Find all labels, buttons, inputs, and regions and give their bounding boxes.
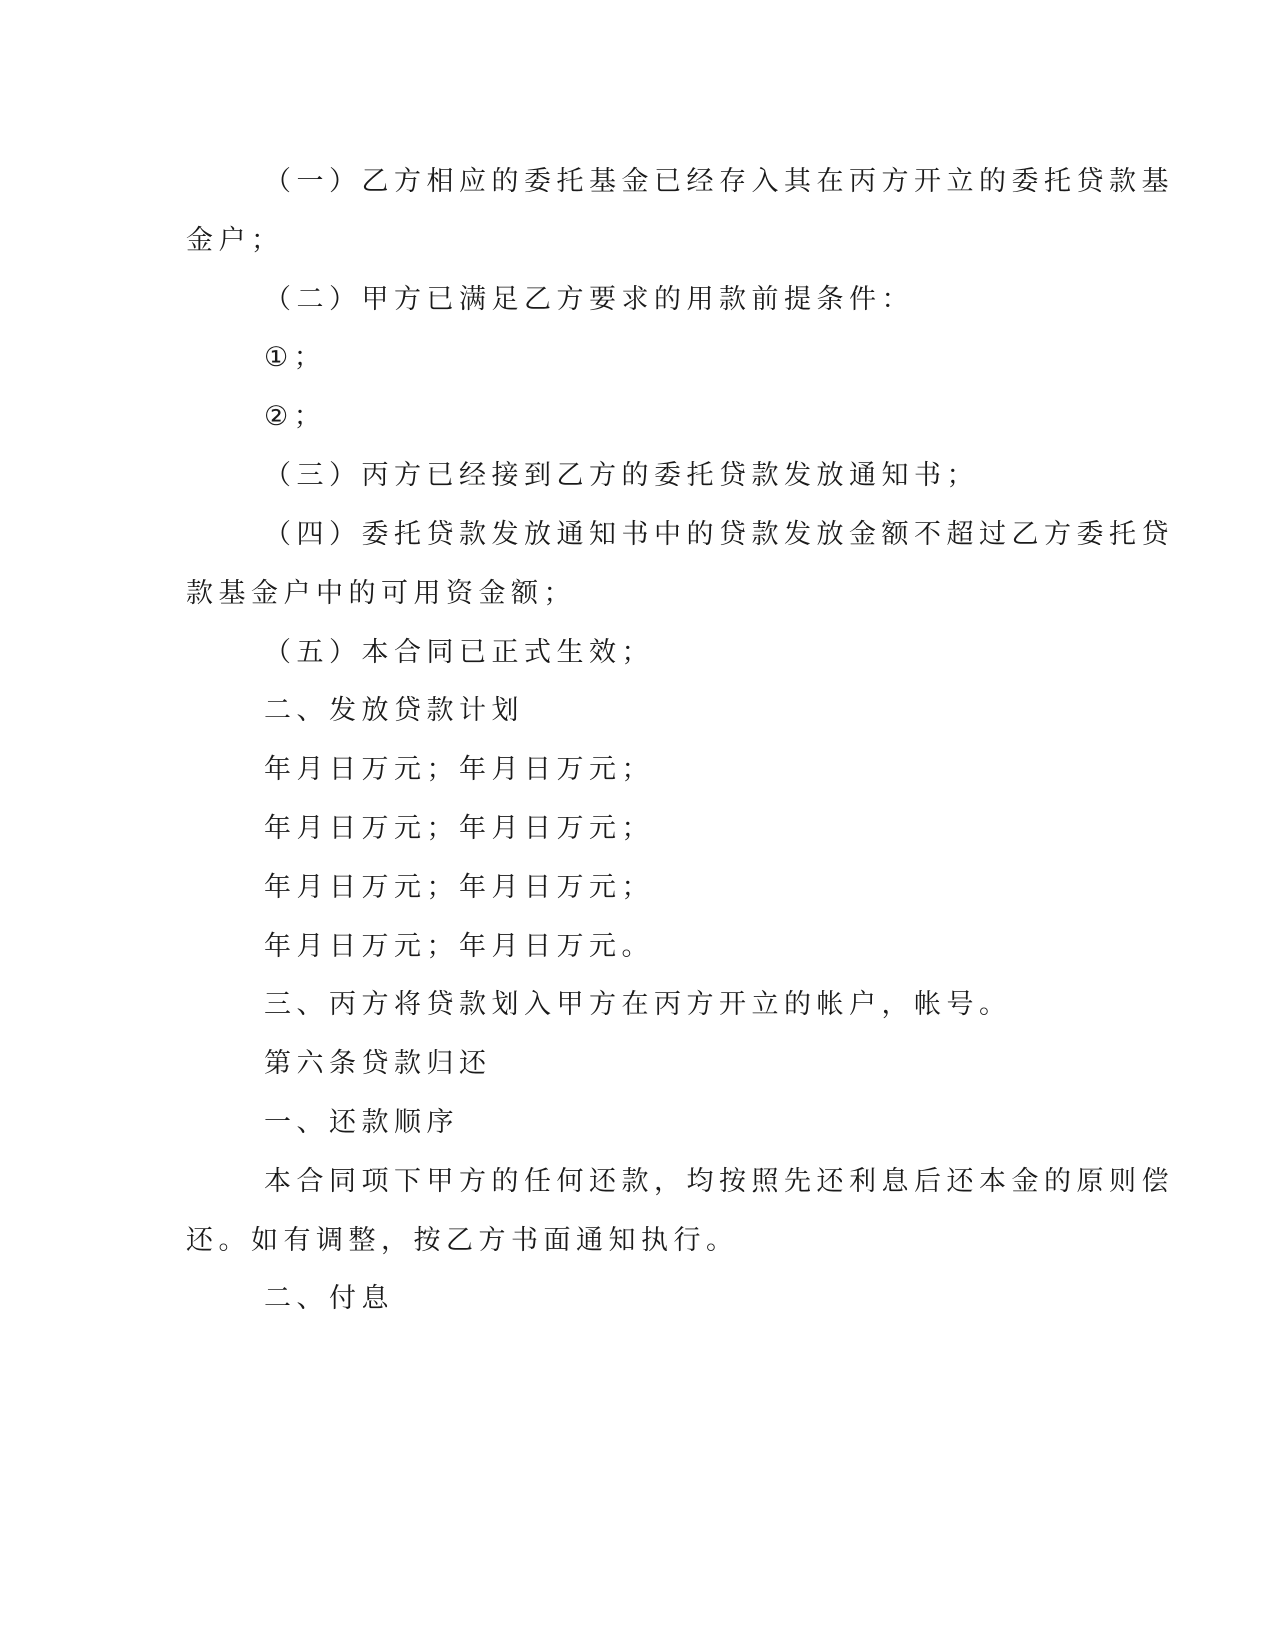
loan-plan-line-4: 年月日万元；年月日万元。 bbox=[264, 931, 654, 962]
paragraph-3: （三）丙方已经接到乙方的委托贷款发放通知书； bbox=[264, 460, 979, 491]
loan-plan-line-3: 年月日万元；年月日万元； bbox=[264, 872, 654, 903]
condition-item-1: ①； bbox=[264, 342, 327, 373]
section-heading-account: 三、丙方将贷款划入甲方在丙方开立的帐户，帐号。 bbox=[264, 989, 1012, 1020]
paragraph-1-line-1: （一）乙方相应的委托基金已经存入其在丙方开立的委托贷款基 bbox=[264, 166, 1174, 197]
section-heading-interest: 二、付息 bbox=[264, 1283, 394, 1314]
paragraph-5: （五）本合同已正式生效； bbox=[264, 637, 654, 668]
section-heading-loan-plan: 二、发放贷款计划 bbox=[264, 695, 524, 726]
paragraph-1-line-2: 金户； bbox=[186, 225, 284, 256]
paragraph-4-line-1: （四）委托贷款发放通知书中的贷款发放金额不超过乙方委托贷 bbox=[264, 519, 1174, 550]
condition-item-2: ②； bbox=[264, 401, 327, 432]
loan-plan-line-2: 年月日万元；年月日万元； bbox=[264, 813, 654, 844]
article-heading-repayment: 第六条贷款归还 bbox=[264, 1048, 492, 1079]
repayment-paragraph-line-1: 本合同项下甲方的任何还款，均按照先还利息后还本金的原则偿 bbox=[264, 1166, 1174, 1197]
repayment-paragraph-line-2: 还。如有调整，按乙方书面通知执行。 bbox=[186, 1225, 739, 1256]
loan-plan-line-1: 年月日万元；年月日万元； bbox=[264, 754, 654, 785]
section-heading-repayment-order: 一、还款顺序 bbox=[264, 1107, 459, 1138]
paragraph-2: （二）甲方已满足乙方要求的用款前提条件： bbox=[264, 284, 914, 315]
paragraph-4-line-2: 款基金户中的可用资金额； bbox=[186, 578, 576, 609]
